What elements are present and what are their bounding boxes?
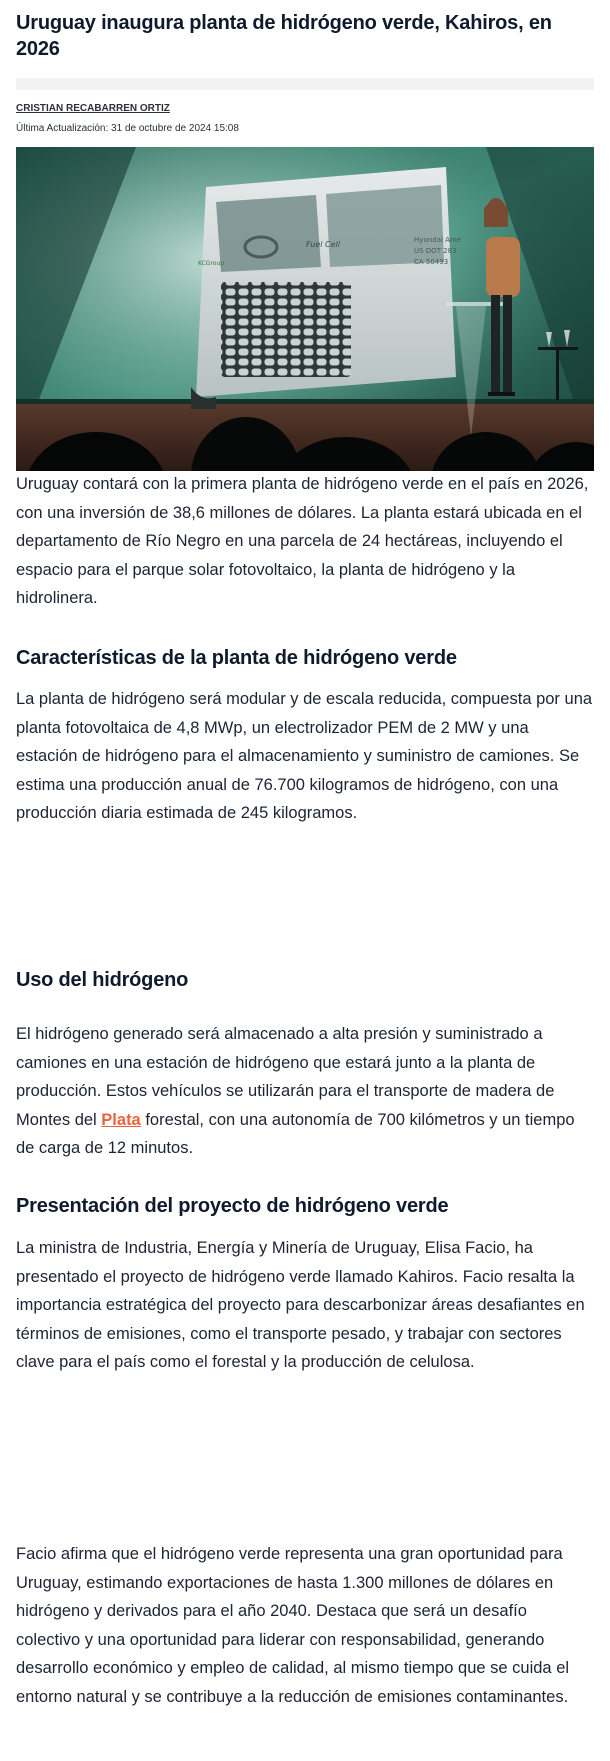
last-updated-timestamp: Última Actualización: 31 de octubre de 2024 15:08 <box>16 123 239 134</box>
section-heading-uso: Uso del hidrógeno <box>16 969 189 991</box>
section-heading-caracteristicas: Características de la planta de hidrógeno verde <box>16 647 457 669</box>
truck-fuelcell-text: Fuel Cell <box>306 240 340 249</box>
section-heading-presentacion: Presentación del proyecto de hidrógeno verde <box>16 1195 449 1217</box>
truck-side-line-3: CA 50493 <box>414 258 449 266</box>
truck-logo-text: KCGroup <box>198 260 225 267</box>
section-body-uso <box>16 1020 594 1163</box>
truck-side-line-1: Hyundai Ame <box>414 236 462 244</box>
author-link[interactable]: CRISTIAN RECABARREN ORTIZ <box>16 103 170 114</box>
uso-text-after-link: forestal, con una autonomía de 700 kilómetros y un tiempo de carga de 12 minutos. <box>16 1110 575 1157</box>
article-title: Uruguay inaugura planta de hidrógeno verde, Kahiros, en 2026 <box>16 12 552 60</box>
intro-paragraph: Uruguay contará con la primera planta de hidrógeno verde en el país en 2026, con una inversión de 38,6 millones de dólares. La planta estará ubicada en el departamento de Río Negro en una parcela de 24 hectáreas, incluyendo el espacio para el parque solar fotovoltaico, la planta de hidrógeno y la hidrolinera. <box>16 475 589 607</box>
ad-placeholder-bar <box>16 78 594 90</box>
truck-side-line-2: US DOT 283 <box>414 247 457 255</box>
section-body-caracteristicas: La planta de hidrógeno será modular y de escala reducida, compuesta por una planta fotovoltaica de 4,8 MWp, un electrolizador PEM de 2 MW y una estación de hidrógeno para el almacenamiento y suministro de camiones. Se estima una producción anual de 76.700 kilogramos de hidrógeno, con una producción diaria estimada de 245 kilogramos. <box>16 690 593 822</box>
uso-text-before-link: El hidrógeno generado será almacenado a alta presión y suministrado a camiones en una estación de hidrógeno que estará junto a la planta de producción. Estos vehículos se utilizarán para el transporte de madera de Montes del <box>16 1025 555 1129</box>
plata-link[interactable]: Plata <box>101 1110 141 1129</box>
section-body-presentacion: La ministra de Industria, Energía y Minería de Uruguay, Elisa Facio, ha presentado el proyecto de hidrógeno verde llamado Kahiros. Facio resalta la importancia estratégica del proyecto para descarbonizar áreas desafiantes en términos de emisiones, como el transporte pesado, y trabajar con sectores clave para el país como el forestal y la producción de celulosa. <box>16 1239 585 1371</box>
hero-image <box>16 147 594 471</box>
closing-paragraph: Facio afirma que el hidrógeno verde representa una gran oportunidad para Uruguay, estimando exportaciones de hasta 1.300 millones de dólares en hidrógeno y derivados para el año 2040. Destaca que será un desafío colectivo y una oportunidad para liderar con responsabilidad, generando desarrollo económico y empleo de calidad, al mismo tiempo que se cuida el entorno natural y se contribuye a la reducción de emisiones contaminantes. <box>16 1545 570 1706</box>
